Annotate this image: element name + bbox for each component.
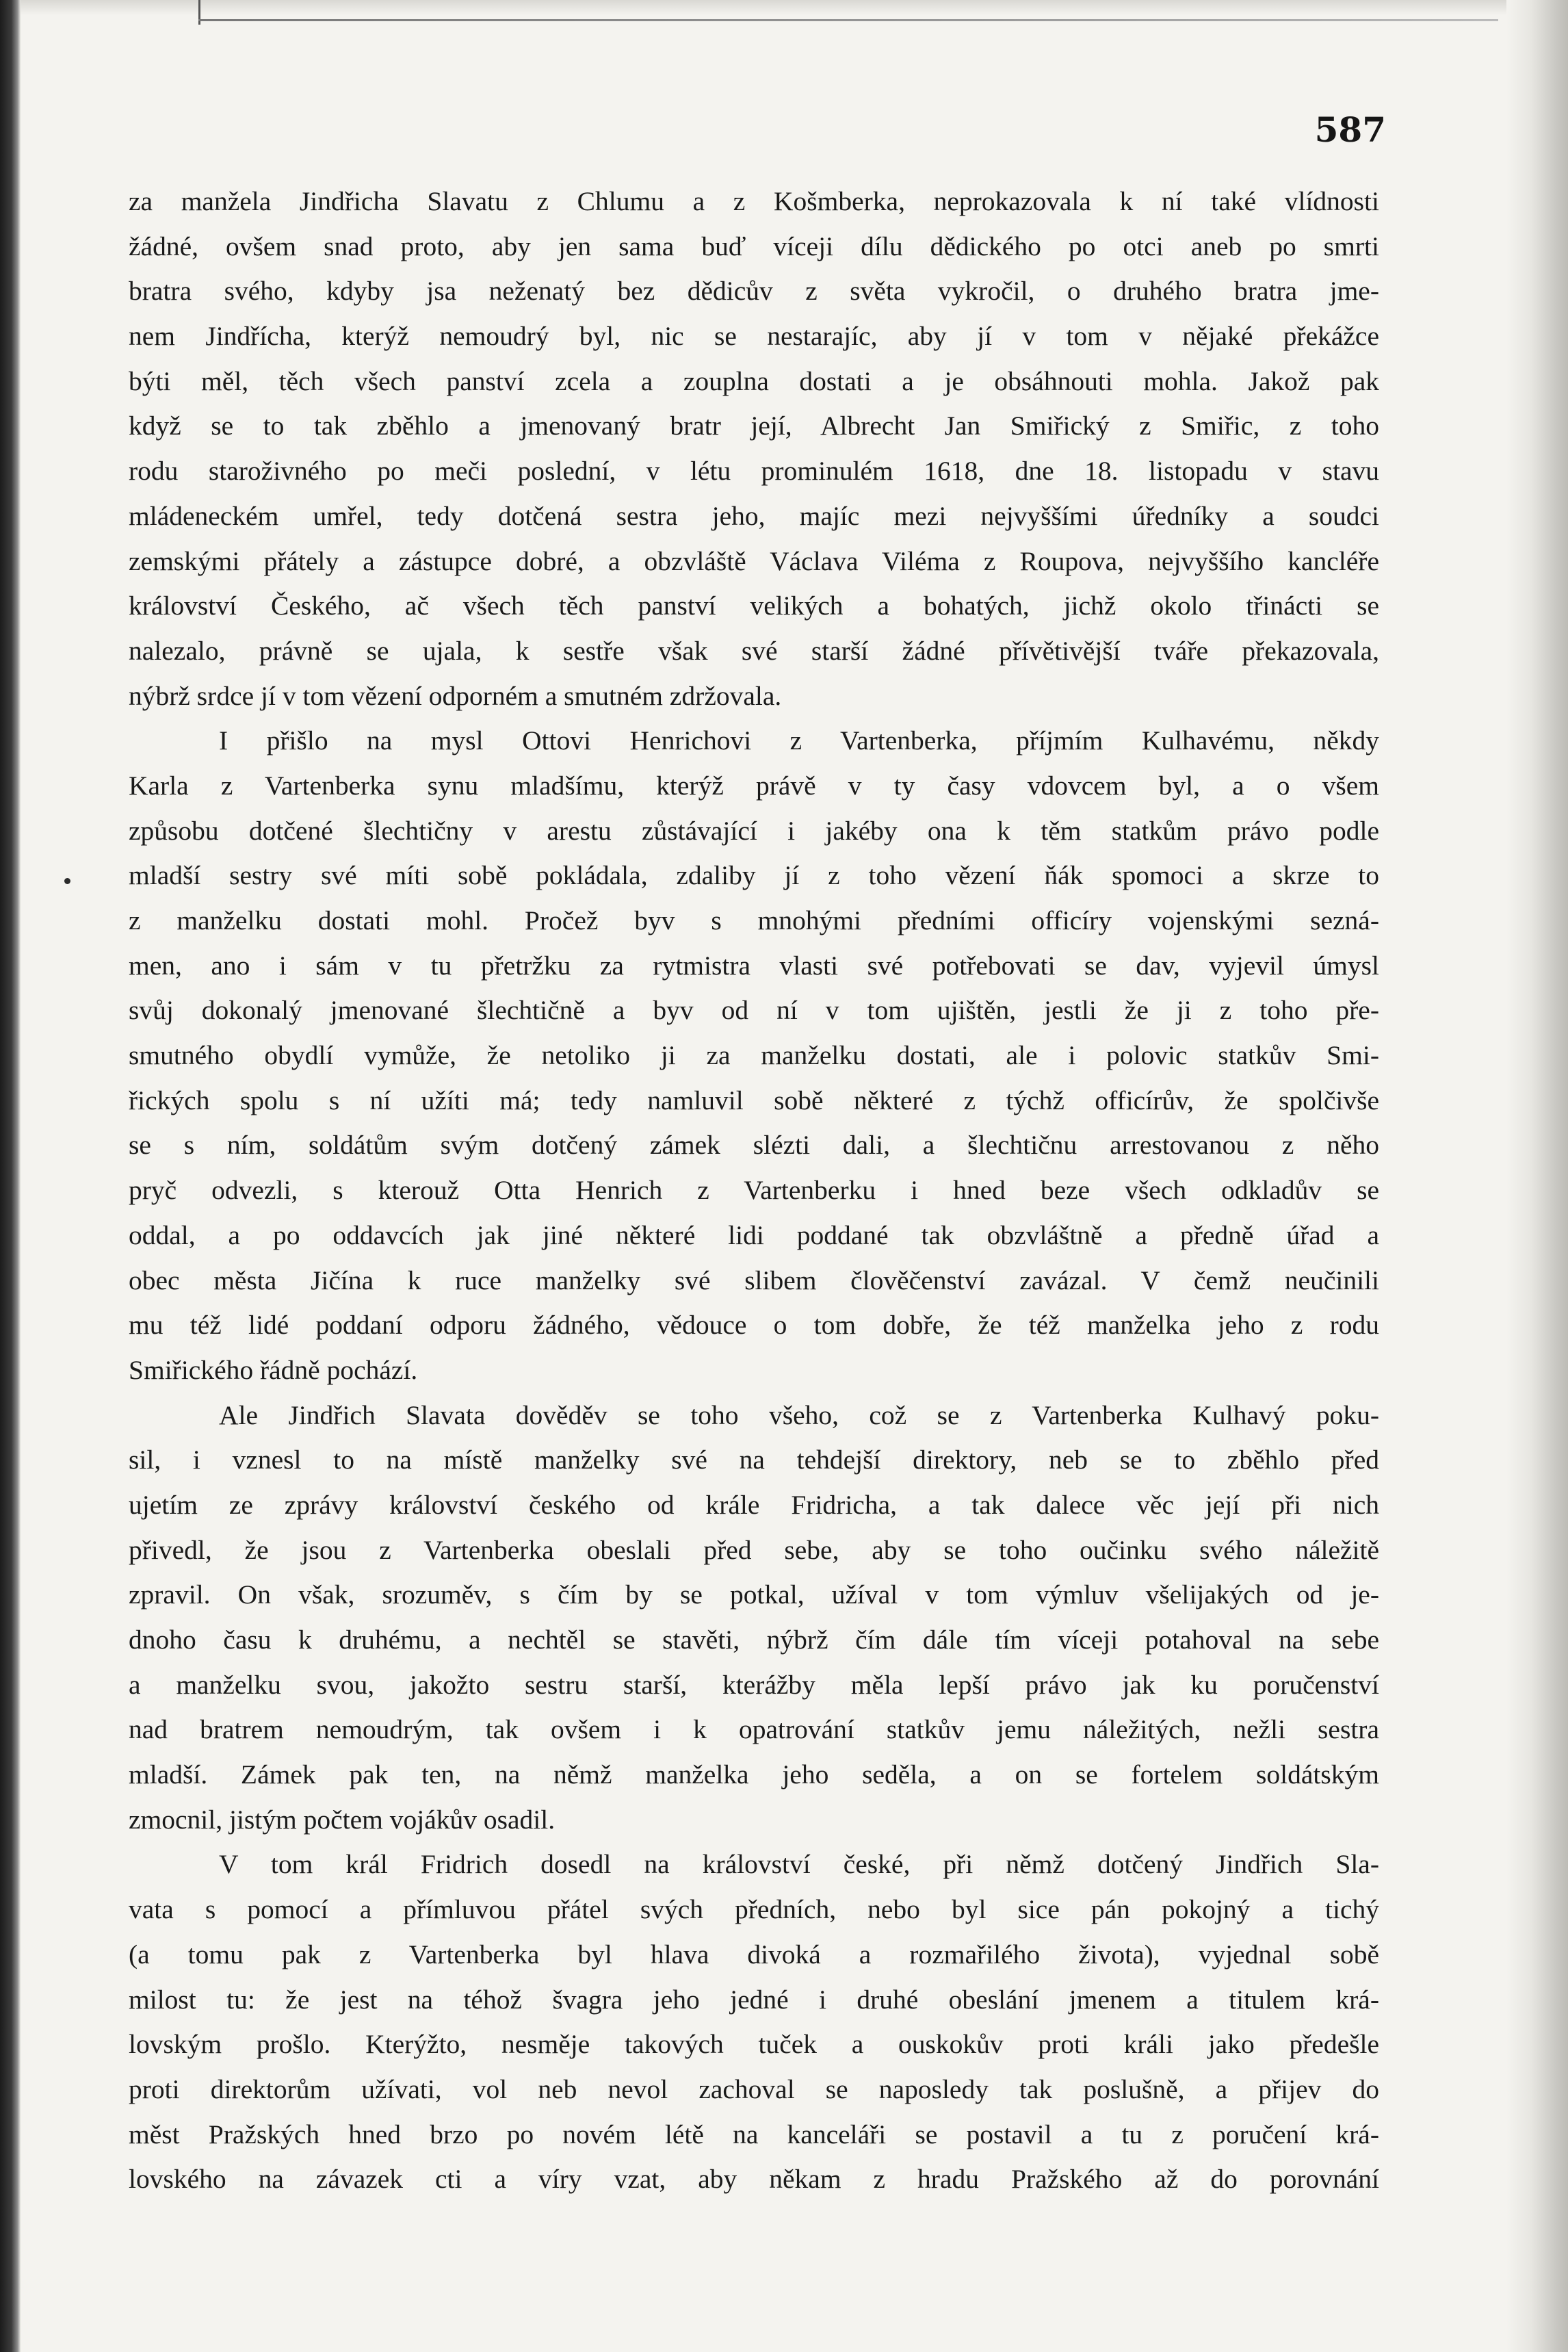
text-line: dnoho času k druhému, a nechtěl se stavěti, nýbrž čím dále tím víceji potahoval na sebe xyxy=(129,1625,1379,1655)
text-line: z manželku dostati mohl. Pročež byv s mnohými předními officíry vojenskými sezná- xyxy=(129,905,1379,935)
margin-speck xyxy=(64,878,70,884)
text-line: království Českého, ač všech těch panství velikých a bohatých, jichž okolo třinácti se xyxy=(129,591,1379,621)
text-line: nad bratrem nemoudrým, tak ovšem i k opatrování statkův jemu náležitých, nežli sestra xyxy=(129,1714,1379,1745)
text-line: býti měl, těch všech panství zcela a zouplna dostati a je obsáhnouti mohla. Jakož pak xyxy=(129,365,1379,396)
text-line: když se to tak zběhlo a jmenovaný bratr její, Albrecht Jan Smiřický z Smiřic, z toho xyxy=(129,411,1379,441)
text-line: smutného obydlí vymůže, že netoliko ji za manželku dostati, ale i polovic statkův Smi- xyxy=(129,1040,1379,1071)
text-line: sil, i vznesl to na místě manželky své na tehdejší direktory, neb se to zběhlo před xyxy=(129,1445,1379,1475)
text-line: měst Pražských hned brzo po novém létě na kanceláři se postavil a tu z poručení krá- xyxy=(129,2119,1379,2149)
page-binding-edge xyxy=(0,0,21,2352)
text-line: nem Jindřícha, kterýž nemoudrý byl, nic se nestarajíc, aby jí v tom v nějaké překážce xyxy=(129,321,1379,352)
page-number: 587 xyxy=(1314,109,1386,150)
page-right-edge xyxy=(1506,0,1568,2352)
text-line: proti direktorům užívati, vol neb nevol zachoval se naposledy tak poslušně, a přijev do xyxy=(129,2073,1379,2104)
text-line: nalezalo, právně se ujala, k sestře však své starší žádné přívětivější tváře překazovala, xyxy=(129,635,1379,666)
text-line: mu též lidé poddaní odporu žádného, vědouce o tom dobře, že též manželka jeho z rodu xyxy=(129,1310,1379,1341)
text-line: (a tomu pak z Vartenberka byl hlava divoká a rozmařilého života), vyjednal sobě xyxy=(129,1939,1379,1969)
text-line: men, ano i sám v tu přetržku za rytmistra vlasti své potřebovati se dav, vyjevil úmysl xyxy=(129,950,1379,981)
text-line: zemskými přátely a zástupce dobré, a obzvláště Václava Viléma z Roupova, nejvyššího kancléře xyxy=(129,545,1379,576)
text-line: nýbrž srdce jí v tom vězení odporném a smutném zdržovala. xyxy=(129,680,782,711)
text-line: oddal, a po oddavcích jak jiné některé lidi poddané tak obzvláštně a předně úřad a xyxy=(129,1219,1379,1250)
text-line: svůj dokonalý jmenované šlechtičně a byv od ní v tom ujištěn, jestli že ji z toho pře- xyxy=(129,995,1379,1026)
text-line: přivedl, že jsou z Vartenberka obeslali před sebe, aby se toho oučinku svého náležitě xyxy=(129,1534,1379,1565)
text-line: vata s pomocí a přímluvou přátel svých předních, nebo byl sice pán pokojný a tichý xyxy=(129,1894,1379,1925)
page-top-edge xyxy=(0,0,1568,15)
text-line: milost tu: že jest na téhož švagra jeho jedné i druhé obeslání jmenem a titulem krá- xyxy=(129,1984,1379,2015)
text-line: způsobu dotčené šlechtičny v arestu zůstávající i jakéby ona k těm statkům právo podle xyxy=(129,815,1379,846)
text-line: ujetím ze zprávy království českého od krále Fridricha, a tak dalece věc její při nich xyxy=(129,1489,1379,1520)
text-line: mladší. Zámek pak ten, na němž manželka jeho seděla, a on se fortelem soldátským xyxy=(129,1759,1379,1790)
text-line: mladší sestry své míti sobě pokládala, zdaliby jí z toho vězení ňák spomoci a skrze to xyxy=(129,860,1379,891)
text-line: Smiřického řádně pochází. xyxy=(129,1354,418,1385)
text-line: Karla z Vartenberka synu mladšímu, kterýž právě v ty časy vdovcem byl, a o všem xyxy=(129,770,1379,801)
text-line: mládeneckém umřel, tedy dotčená sestra jeho, majíc mezi nejvyššími úředníky a soudci xyxy=(129,500,1379,531)
text-line: za manžela Jindřicha Slavatu z Chlumu a z Košmberka, neprokazovala k ní také vlídnosti xyxy=(129,186,1379,216)
text-line: žádné, ovšem snad proto, aby jen sama buď víceji dílu dědického po otci aneb po smrti xyxy=(129,231,1379,261)
text-line: zmocnil, jistým počtem vojákův osadil. xyxy=(129,1804,556,1835)
text-line: lovským prošlo. Kterýžto, nesměje takových tuček a ouskokův proti králi jako předešle xyxy=(129,2029,1379,2060)
text-line: lovského na závazek cti a víry vzat, aby někam z hradu Pražského až do porovnání xyxy=(129,2164,1379,2195)
paragraph-start: I přišlo na mysl Ottovi Henrichovi z Vartenberka, příjmím Kulhavému, někdy xyxy=(219,725,1379,756)
text-line: řických spolu s ní užíti má; tedy namluvil sobě některé z týchž officírův, že spolčivše xyxy=(129,1085,1379,1115)
body-text xyxy=(129,179,1379,2202)
text-line: obec města Jičína k ruce manželky své slibem člověčenství zavázal. V čemž neučinili xyxy=(129,1265,1379,1295)
paragraph-start: Ale Jindřich Slavata dověděv se toho všeho, což se z Vartenberka Kulhavý poku- xyxy=(219,1399,1379,1430)
paragraph-start: V tom král Fridrich dosedl na království české, při němž dotčený Jindřich Sla- xyxy=(219,1849,1379,1880)
text-line: zpravil. On však, srozuměv, s čím by se potkal, užíval v tom výmluv všelijakých od je- xyxy=(129,1579,1379,1610)
text-line: bratra svého, kdyby jsa neženatý bez dědicův z světa vykročil, o druhého bratra jme- xyxy=(129,276,1379,307)
text-line: pryč odvezli, s kterouž Otta Henrich z Vartenberku i hned beze všech odkladův se xyxy=(129,1175,1379,1206)
text-line: rodu staroživného po meči poslední, v létu prominulém 1618, dne 18. listopadu v stavu xyxy=(129,456,1379,487)
top-rule xyxy=(198,19,1498,21)
text-line: se s ním, soldátům svým dotčený zámek slézti dali, a šlechtičnu arrestovanou z něho xyxy=(129,1130,1379,1161)
text-line: a manželku svou, jakožto sestru starší, kterážby měla lepší právo jak ku poručenství xyxy=(129,1669,1379,1700)
